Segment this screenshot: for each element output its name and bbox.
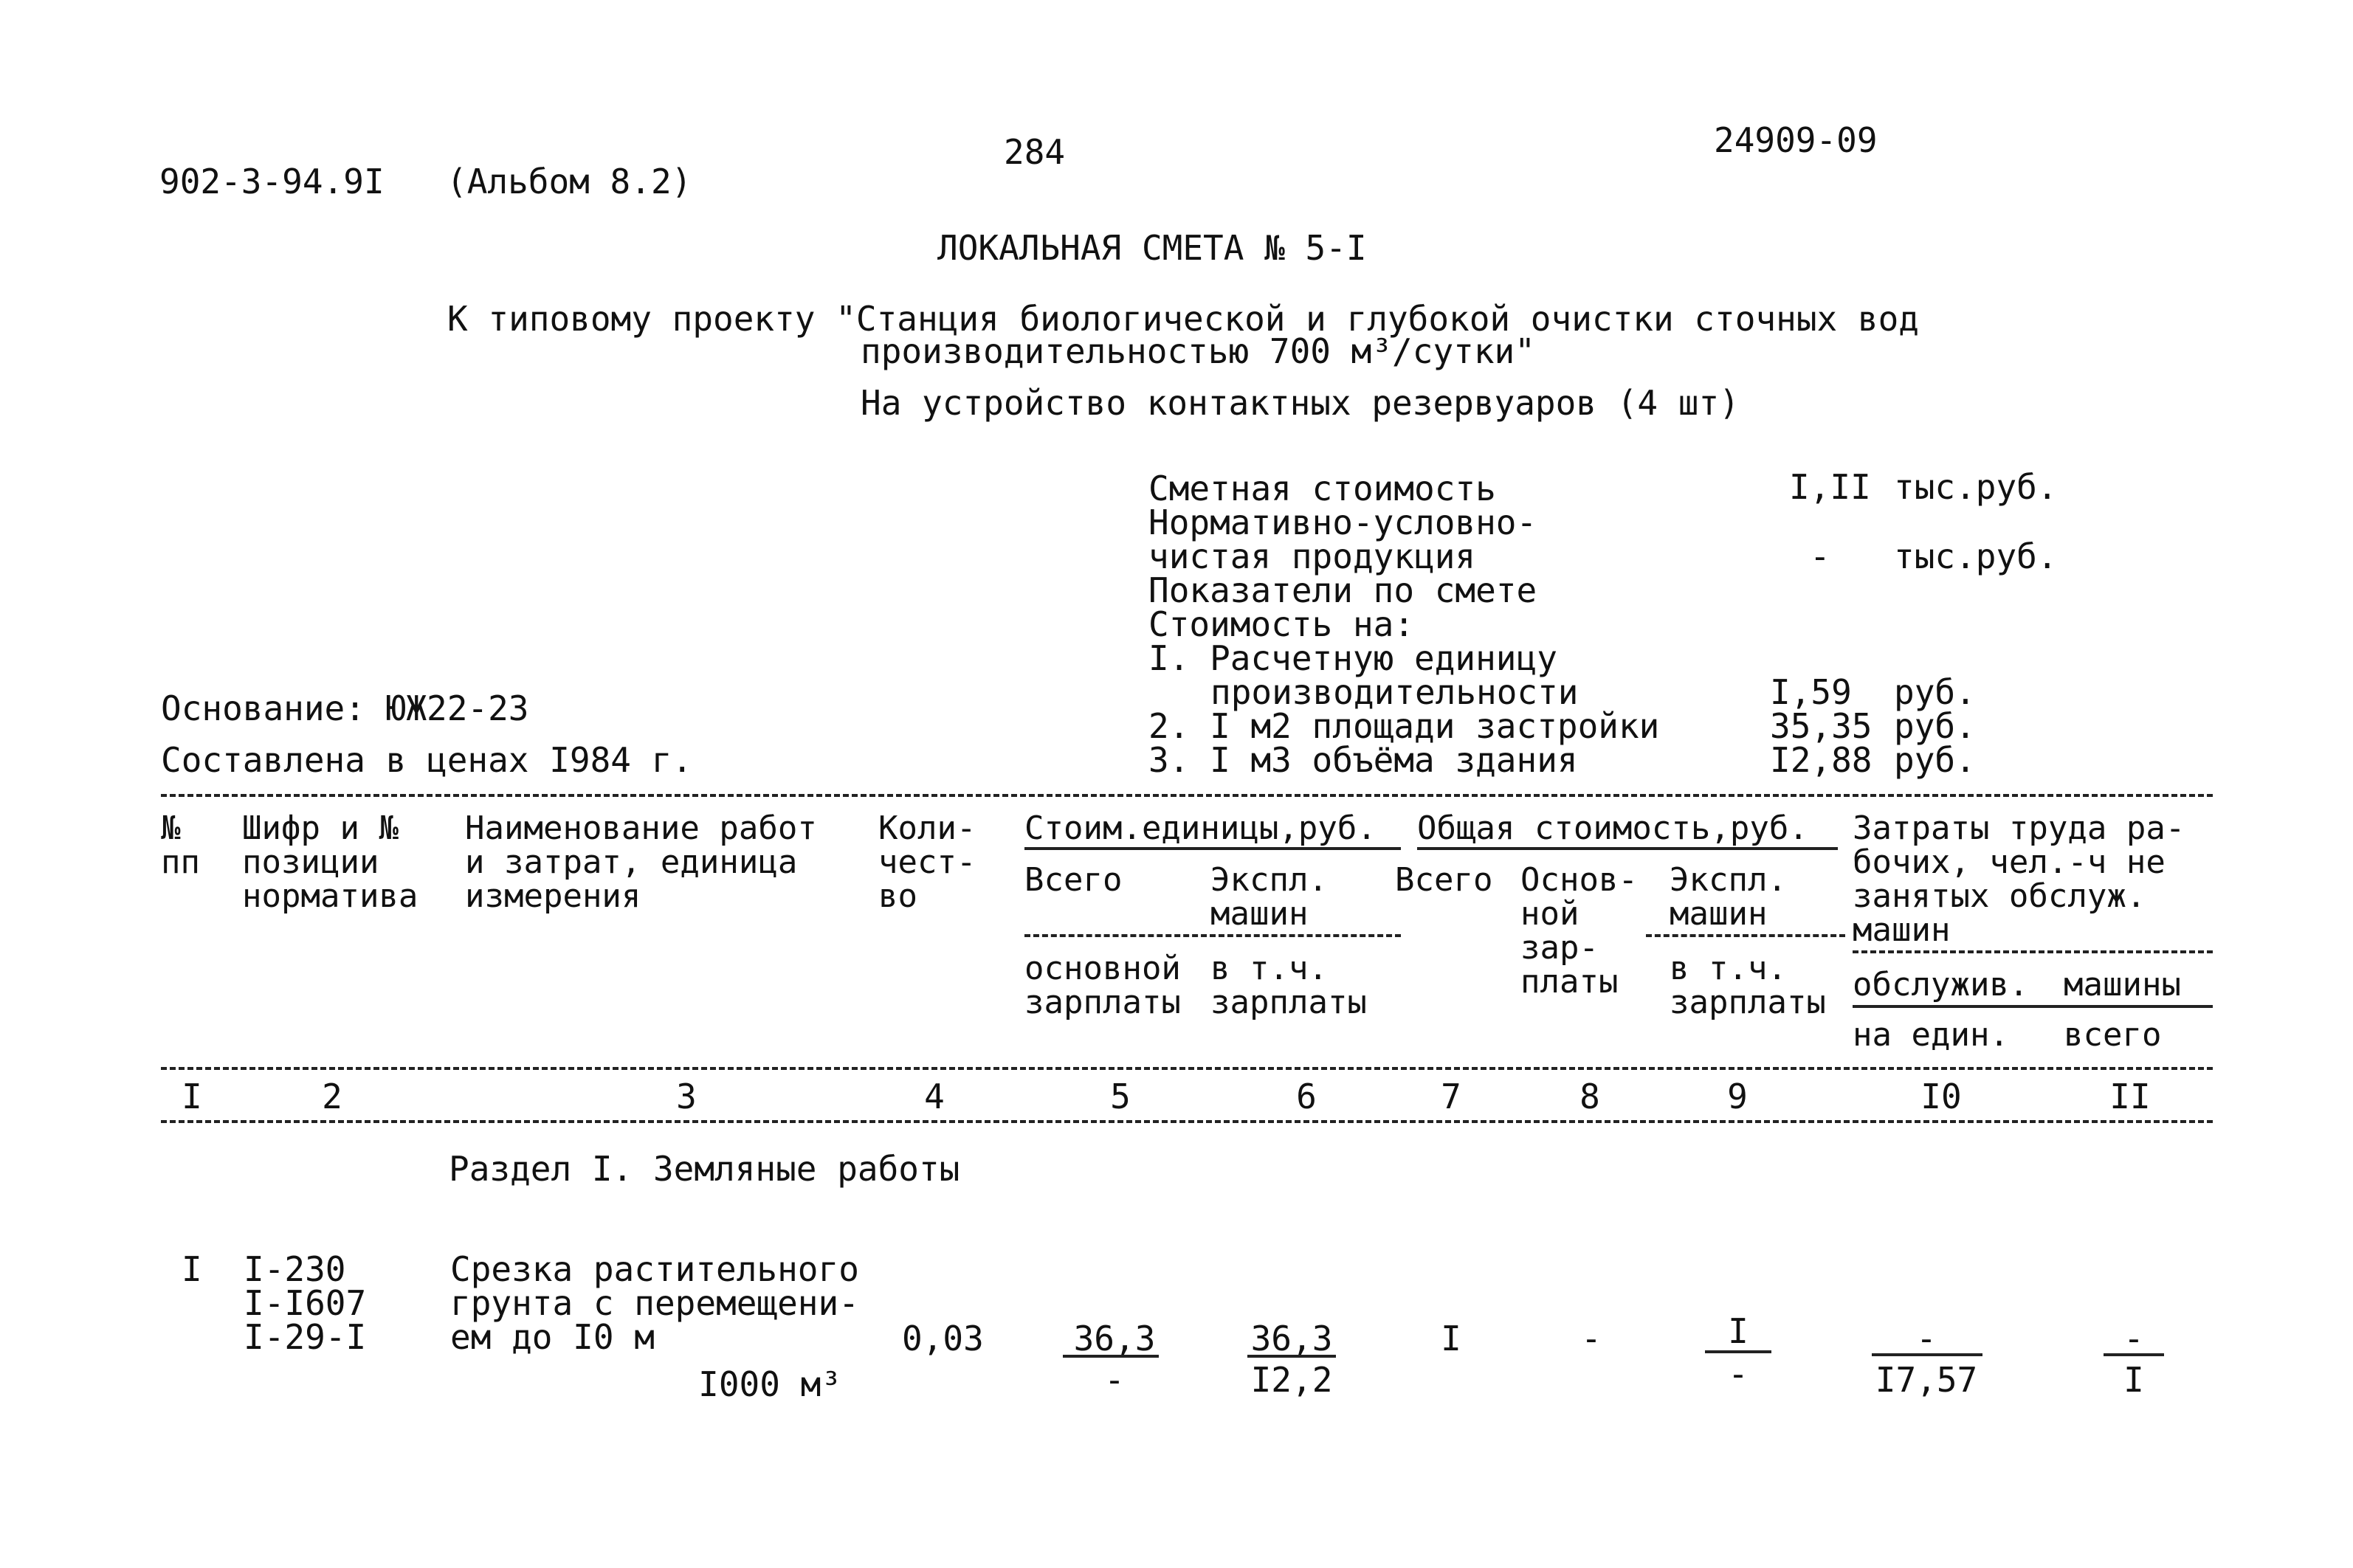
header-labor-line2: бочих, чел.-ч не (1853, 843, 2166, 881)
header-col1-line1: № (161, 809, 181, 847)
indicator-3-label: 3. I м3 объёма здания (1148, 740, 1578, 780)
column-number-2: 2 (322, 1077, 342, 1116)
cost-for-label: Стоимость на: (1148, 604, 1415, 644)
doc-code: 902-3-94.9I (159, 162, 385, 201)
header-col5-bottom-line2: зарплаты (1024, 984, 1181, 1021)
row-1-col9-bottom: - (1728, 1354, 1749, 1394)
net-product-unit: тыс.руб. (1894, 536, 2058, 576)
column-number-7: 7 (1441, 1077, 1461, 1116)
unit-cost-group-underline (1024, 847, 1401, 850)
section-title: Раздел I. Земляные работы (449, 1149, 960, 1189)
header-col10-line1: обслужив. (1853, 966, 2029, 1004)
header-col7: Всего (1395, 861, 1493, 899)
header-col2-line2: позиции (242, 843, 379, 881)
row-1-col11-divider (2104, 1353, 2164, 1356)
total-cost-group-underline (1417, 847, 1838, 850)
header-col8-line4: платы (1520, 963, 1619, 1001)
project-line-2: производительностью 700 м³/сутки" (861, 331, 1535, 371)
column-number-9: 9 (1727, 1077, 1748, 1116)
header-col6-top-line2: машин (1210, 895, 1309, 933)
row-1-code-1: I-230 (244, 1249, 346, 1289)
row-1-col11-top: - (2123, 1319, 2144, 1358)
header-col9-top-line1: Экспл. (1670, 861, 1787, 899)
row-1-col5-divider (1063, 1355, 1159, 1358)
header-col10-line2: на един. (1853, 1016, 2009, 1054)
header-total-cost-group: Общая стоимость,руб. (1417, 809, 1808, 847)
indicator-2-value: 35,35 (1770, 706, 1873, 746)
unit-cost-sub-rule (1024, 934, 1401, 937)
header-col9-bottom-line2: зарплаты (1670, 984, 1826, 1021)
header-col11-line2: всего (2064, 1016, 2162, 1054)
header-col4-line2: чест- (878, 843, 976, 881)
row-1-col9-top: I (1728, 1311, 1749, 1351)
header-labor-line3: занятых обслуж. (1853, 877, 2146, 915)
column-number-6: 6 (1296, 1077, 1317, 1116)
album-label: (Альбом 8.2) (447, 162, 692, 201)
header-col8-line2: ной (1520, 895, 1579, 933)
row-1-col8: - (1581, 1319, 1602, 1358)
row-1-col6-divider (1247, 1355, 1336, 1358)
column-number-10: I0 (1920, 1077, 1962, 1116)
project-line-1: К типовому проекту "Станция биологической и глубокой очистки сточных вод (447, 299, 1919, 339)
header-col5-top: Всего (1024, 861, 1123, 899)
header-col9-top-line2: машин (1670, 895, 1768, 933)
page-number: 284 (1004, 132, 1066, 172)
header-col8-line3: зар- (1520, 929, 1599, 967)
column-number-4: 4 (924, 1077, 945, 1116)
header-col4-line1: Коли- (878, 809, 976, 847)
header-col6-bottom-line2: зарплаты (1210, 984, 1367, 1021)
header-col3-line2: и затрат, единица (465, 843, 798, 881)
row-1-unit: I000 м³ (698, 1364, 841, 1404)
header-col3-line1: Наименование работ (465, 809, 817, 847)
column-numbers-rule (161, 1120, 2213, 1123)
total-cost-sub-rule (1646, 934, 1845, 937)
column-number-3: 3 (676, 1077, 697, 1116)
column-number-11: II (2109, 1077, 2151, 1116)
header-col6-top-line1: Экспл. (1210, 861, 1328, 899)
indicator-2-label: 2. I м2 площади застройки (1148, 706, 1660, 746)
row-1-col6-top: 36,3 (1250, 1319, 1333, 1358)
header-col5-bottom-line1: основной (1024, 950, 1181, 987)
net-product-label-2: чистая продукция (1148, 536, 1476, 576)
labor-sub-underline (1853, 1005, 2213, 1008)
header-col2-line1: Шифр и № (242, 809, 399, 847)
indicator-1-label-b: производительности (1210, 672, 1579, 712)
header-col6-bottom-line1: в т.ч. (1210, 950, 1328, 987)
labor-sub-rule (1853, 950, 2213, 953)
row-1-name-line3: ем до I0 м (450, 1317, 655, 1357)
sheet-code: 24909-09 (1714, 120, 1878, 160)
header-col8-line1: Основ- (1520, 861, 1638, 899)
row-1-name-line1: Срезка растительного (450, 1249, 859, 1289)
row-1-col5-top: 36,3 (1073, 1319, 1156, 1358)
indicator-1-label-a: I. Расчетную единицу (1148, 638, 1557, 678)
table-top-rule (161, 794, 2213, 797)
indicator-1-value: I,59 (1770, 672, 1852, 712)
header-col9-bottom-line1: в т.ч. (1670, 950, 1787, 987)
row-1-col5-bottom: - (1104, 1360, 1125, 1400)
row-1-code-3: I-29-I (244, 1317, 367, 1357)
row-1-col7: I (1441, 1319, 1461, 1358)
row-1-col9-divider (1705, 1350, 1771, 1353)
estimated-cost-label: Сметная стоимость (1148, 469, 1496, 508)
indicators-label: Показатели по смете (1148, 570, 1537, 610)
header-labor-line4: машин (1853, 911, 1951, 949)
row-1-col10-divider (1872, 1353, 1982, 1356)
row-1-number: I (182, 1249, 202, 1289)
basis-label: Основание: ЮЖ22-23 (161, 688, 529, 728)
indicator-1-unit: руб. (1894, 672, 1976, 712)
prices-label: Составлена в ценах I984 г. (161, 740, 693, 780)
row-1-quantity: 0,03 (902, 1319, 984, 1358)
row-1-col11-bottom: I (2123, 1360, 2144, 1400)
row-1-col6-bottom: I2,2 (1250, 1360, 1333, 1400)
estimated-cost-unit: тыс.руб. (1894, 467, 2058, 507)
header-bottom-rule (161, 1067, 2213, 1070)
header-col1-line2: пп (161, 843, 200, 881)
header-col4-line3: во (878, 877, 917, 915)
estimated-cost-value: I,II (1789, 467, 1871, 507)
row-1-col10-top: - (1916, 1319, 1937, 1358)
header-col3-line3: измерения (465, 877, 641, 915)
net-product-label-1: Нормативно-условно- (1148, 502, 1537, 542)
project-purpose: На устройство контактных резервуаров (4 шт) (861, 383, 1740, 423)
header-col11-line1: машины (2064, 966, 2181, 1004)
row-1-name-line2: грунта с перемещени- (450, 1283, 859, 1323)
net-product-value: - (1810, 536, 1830, 576)
header-col2-line3: норматива (242, 877, 418, 915)
indicator-3-unit: руб. (1894, 740, 1976, 780)
indicator-2-unit: руб. (1894, 706, 1976, 746)
header-unit-cost-group: Стоим.единицы,руб. (1024, 809, 1377, 847)
column-number-1: I (182, 1077, 202, 1116)
header-labor-line1: Затраты труда ра- (1853, 809, 2185, 847)
row-1-col10-bottom: I7,57 (1875, 1360, 1978, 1400)
column-number-5: 5 (1110, 1077, 1131, 1116)
page-title: ЛОКАЛЬНАЯ СМЕТА № 5-I (937, 228, 1367, 268)
column-number-8: 8 (1579, 1077, 1600, 1116)
indicator-3-value: I2,88 (1770, 740, 1873, 780)
row-1-code-2: I-I607 (244, 1283, 367, 1323)
